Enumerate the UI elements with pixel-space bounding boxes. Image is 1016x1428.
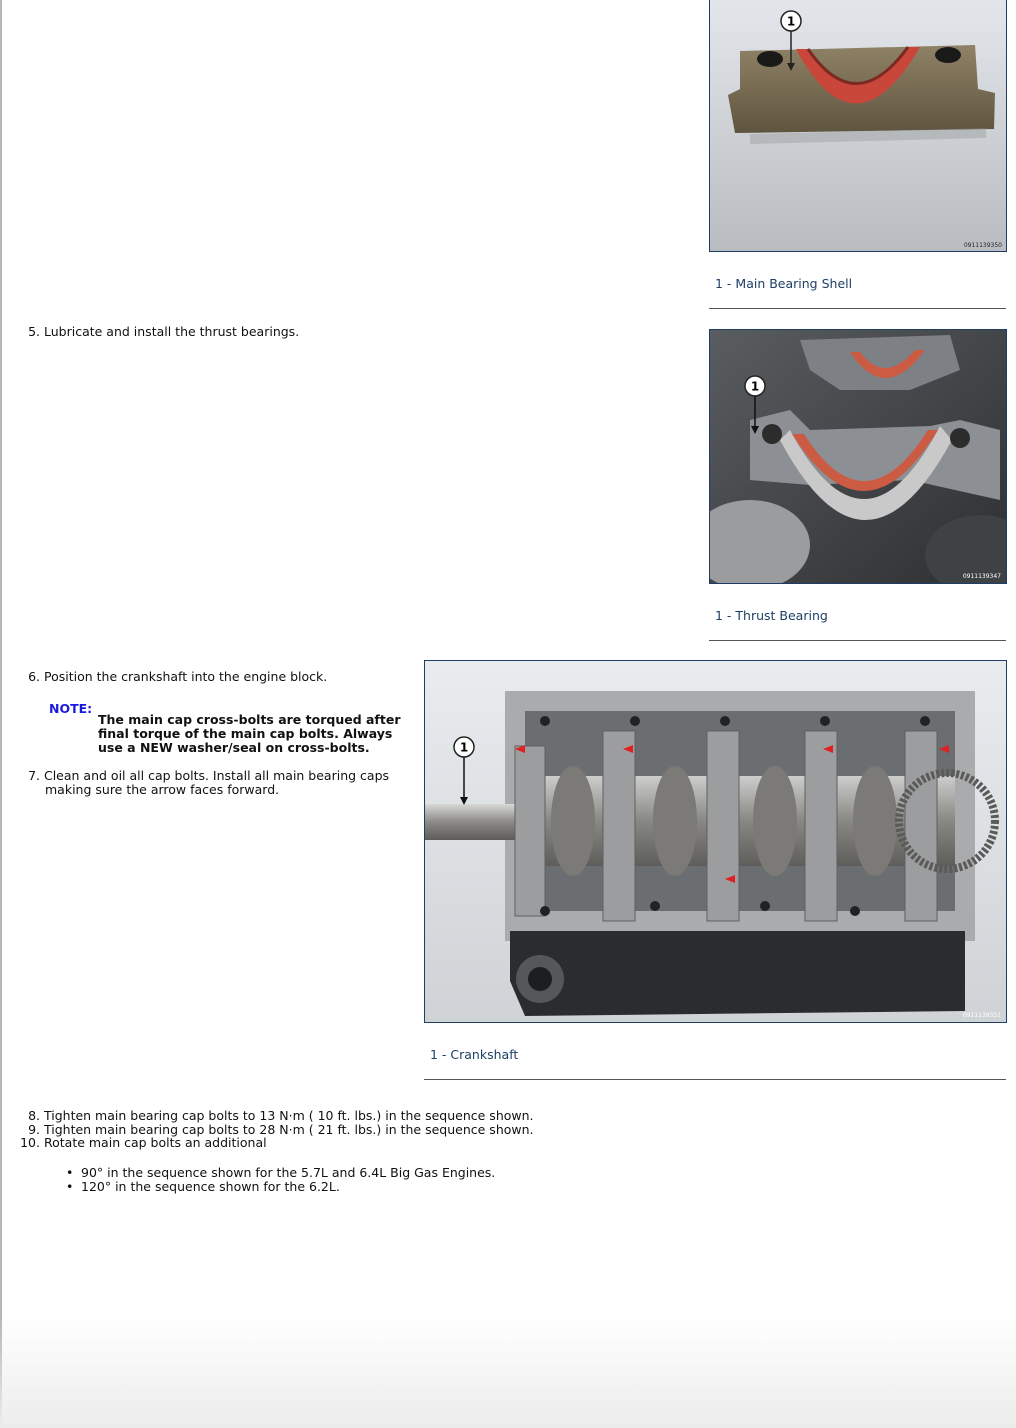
bullet-item bbox=[66, 1166, 495, 1180]
rotation-bullet-list bbox=[66, 1166, 495, 1194]
bullet-text: 120° in the sequence shown for the 6.2L. bbox=[81, 1179, 340, 1194]
figure-divider bbox=[424, 1079, 1006, 1080]
figure-thrust-bearing bbox=[709, 329, 1007, 584]
page-bottom-shadow bbox=[0, 1318, 1016, 1428]
step-number: 7. bbox=[28, 768, 40, 783]
caption-crankshaft: 1 - Crankshaft bbox=[430, 1047, 519, 1062]
step-number: 5. bbox=[28, 324, 40, 339]
callout-number: 1 bbox=[750, 379, 760, 394]
figure-code: 0911139347 bbox=[962, 573, 1001, 580]
figure-divider bbox=[709, 640, 1006, 641]
step-text: Tighten main bearing cap bolts to 13 N·m ( 10 ft. lbs.) in the sequence shown. bbox=[43, 1108, 534, 1123]
caption-thrust-bearing: 1 - Thrust Bearing bbox=[715, 608, 828, 623]
figure-main-bearing-shell bbox=[709, 0, 1007, 252]
main-bearing-shell-photo bbox=[710, 0, 1006, 251]
step-number: 6. bbox=[28, 669, 40, 684]
step-text: Rotate main cap bolts an additional bbox=[43, 1135, 267, 1150]
callout-number: 1 bbox=[786, 14, 796, 29]
step-text: Position the crankshaft into the engine block. bbox=[43, 669, 328, 684]
step-7 bbox=[0, 769, 389, 783]
step-8 bbox=[0, 1109, 534, 1123]
page-left-border bbox=[0, 0, 2, 1428]
bullet-text: 90° in the sequence shown for the 5.7L and 6.4L Big Gas Engines. bbox=[81, 1165, 496, 1180]
thrust-bearing-photo bbox=[710, 330, 1006, 583]
step-text-line-2: making sure the arrow faces forward. bbox=[45, 782, 280, 797]
bullet-icon: • bbox=[66, 1179, 74, 1194]
step-6 bbox=[0, 670, 327, 684]
step-5 bbox=[0, 325, 299, 339]
step-10 bbox=[0, 1136, 267, 1150]
figure-code: 0911139351 bbox=[962, 1012, 1001, 1019]
figure-crankshaft bbox=[424, 660, 1007, 1023]
step-7-continued bbox=[45, 783, 279, 797]
note-body: The main cap cross-bolts are torqued after final torque of the main cap bolts. Always use a NEW washer/seal on cross-bolts. bbox=[98, 712, 401, 755]
step-text-line-1: Clean and oil all cap bolts. Install all main bearing caps bbox=[43, 768, 390, 783]
bullet-item bbox=[66, 1180, 495, 1194]
step-text: Lubricate and install the thrust bearings. bbox=[43, 324, 300, 339]
step-number: 8. bbox=[28, 1108, 40, 1123]
note-label: NOTE: bbox=[49, 701, 93, 716]
figure-divider bbox=[709, 308, 1006, 309]
step-number: 9. bbox=[28, 1122, 40, 1137]
figure-code: 0911139350 bbox=[963, 242, 1002, 249]
bullet-icon: • bbox=[66, 1165, 74, 1180]
caption-main-bearing-shell: 1 - Main Bearing Shell bbox=[715, 276, 853, 291]
callout-number: 1 bbox=[459, 740, 469, 755]
step-text: Tighten main bearing cap bolts to 28 N·m ( 21 ft. lbs.) in the sequence shown. bbox=[43, 1122, 534, 1137]
crankshaft-photo bbox=[425, 661, 1006, 1022]
step-number: 10. bbox=[20, 1135, 40, 1150]
